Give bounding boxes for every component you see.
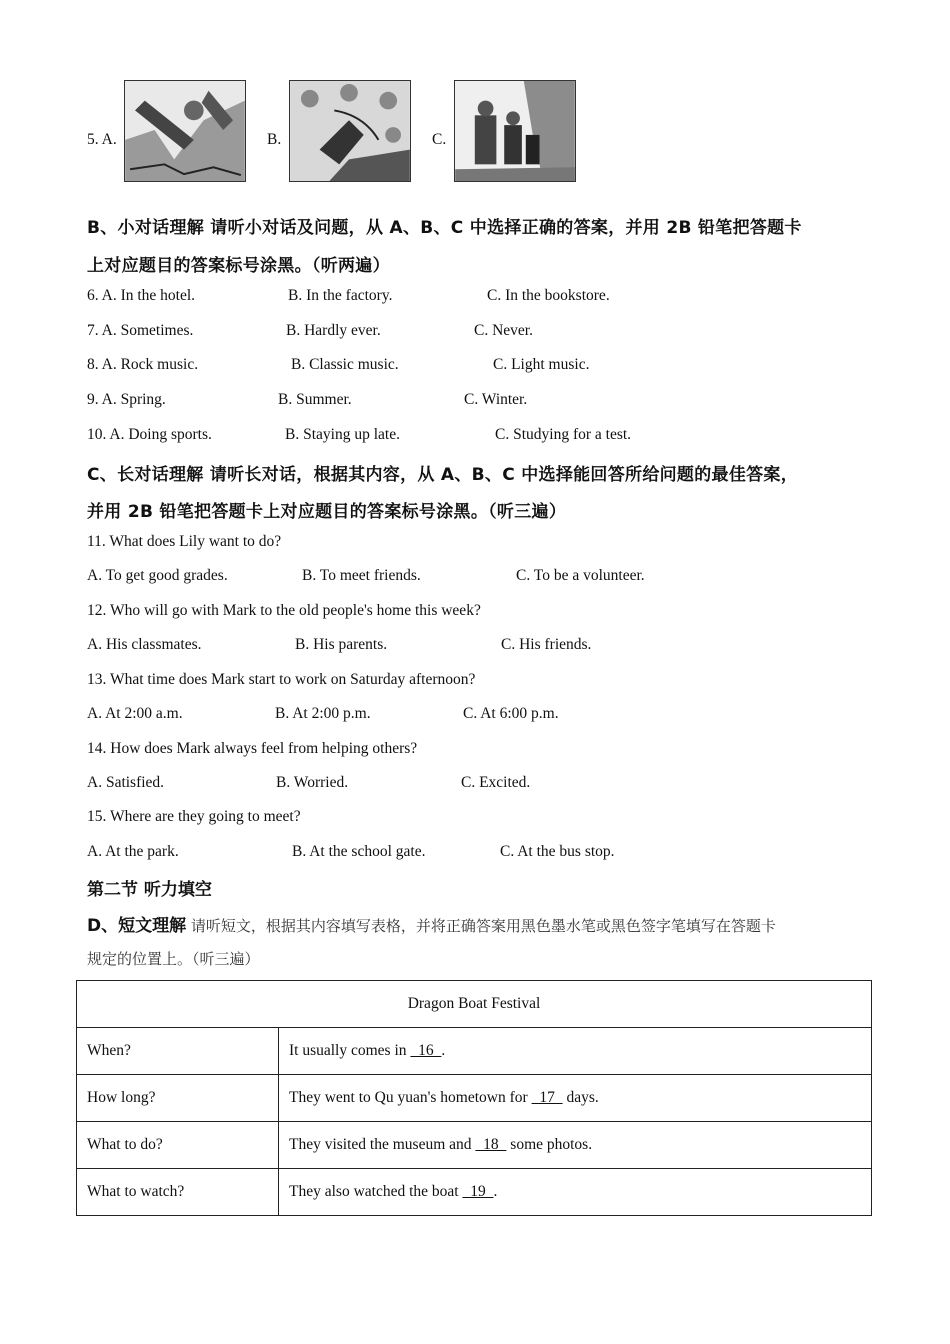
option-c: C. Never. [474, 322, 533, 339]
q5-number: 5. A. [87, 131, 117, 148]
question-15-text: 15. Where are they going to meet? [87, 808, 301, 825]
option-a: A. Satisfied. [87, 774, 165, 791]
row-answer [279, 1028, 872, 1075]
option-b: B. To meet friends. [302, 567, 421, 584]
option-a: 6. A. In the hotel. [87, 287, 196, 304]
part-d-instructions-line2: 规定的位置上。（听三遍） [87, 950, 260, 968]
table-title: Dragon Boat Festival [77, 981, 872, 1028]
section-2-title: 第二节 听力填空 [87, 880, 212, 900]
part-b-heading-line1: B、小对话理解 请听小对话及问题，从 A、B、C 中选择正确的答案，并用 2B 铅笔把答题卡 [87, 218, 802, 238]
answer-text: They went to Qu yuan's hometown for [289, 1089, 532, 1106]
answer-text: It usually comes in [289, 1042, 411, 1059]
table-row [77, 1122, 872, 1169]
option-b: B. At the school gate. [292, 843, 426, 860]
option-c: C. In the bookstore. [487, 287, 610, 304]
row-question: How long? [77, 1075, 279, 1122]
option-c: C. His friends. [501, 636, 592, 653]
table-title-row [77, 981, 872, 1028]
option-a: A. His classmates. [87, 636, 202, 653]
part-d-heading: D、短文理解 [87, 916, 187, 936]
answer-text-end: days. [562, 1089, 599, 1106]
part-b-heading-line2: 上对应题目的答案标号涂黑。（听两遍） [87, 256, 390, 276]
option-c: C. Winter. [464, 391, 528, 408]
option-c: C. At 6:00 p.m. [463, 705, 559, 722]
row-answer [279, 1075, 872, 1122]
answer-text: They visited the museum and [289, 1136, 476, 1153]
option-a: 7. A. Sometimes. [87, 322, 194, 339]
option-b: B. At 2:00 p.m. [275, 705, 371, 722]
option-b: B. Summer. [278, 391, 352, 408]
part-c-heading-line2: 并用 2B 铅笔把答题卡上对应题目的答案标号涂黑。（听三遍） [87, 502, 567, 522]
table-row [77, 1075, 872, 1122]
answer-blank-16: 16 [410, 1042, 442, 1059]
answer-text-end: . [493, 1183, 498, 1200]
option-c: C. At the bus stop. [500, 843, 615, 860]
part-c-heading-line1: C、长对话理解 请听长对话，根据其内容，从 A、B、C 中选择能回答所给问题的最佳答案， [87, 465, 799, 485]
option-c: C. To be a volunteer. [516, 567, 645, 584]
question-14-text: 14. How does Mark always feel from helping others? [87, 740, 418, 757]
answer-blank-19: 19 [462, 1183, 494, 1200]
option-a: A. At 2:00 a.m. [87, 705, 183, 722]
option-a: A. To get good grades. [87, 567, 228, 584]
option-c: C. Excited. [461, 774, 531, 791]
answer-text-end: . [441, 1042, 446, 1059]
answer-blank-17: 17 [531, 1089, 563, 1106]
option-b: B. Worried. [276, 774, 349, 791]
option-c: C. Light music. [493, 356, 590, 373]
picture-c-people-mountain-illustration [454, 80, 576, 182]
option-a: 8. A. Rock music. [87, 356, 199, 373]
row-question: When? [77, 1028, 279, 1075]
picture-b-archer-illustration [289, 80, 411, 182]
row-question: What to do? [77, 1122, 279, 1169]
picture-a-dragon-boat-illustration [124, 80, 246, 182]
table-row [77, 1028, 872, 1075]
answer-blank-18: 18 [475, 1136, 507, 1153]
option-b: B. Classic music. [291, 356, 399, 373]
question-12-text: 12. Who will go with Mark to the old people's home this week? [87, 602, 481, 619]
option-b: B. His parents. [295, 636, 388, 653]
row-answer [279, 1169, 872, 1216]
option-b: B. Staying up late. [285, 426, 400, 443]
option-a: 10. A. Doing sports. [87, 426, 212, 443]
part-d-instructions: 请听短文，根据其内容填写表格，并将正确答案用黑色墨水笔或黑色签字笔填写在答题卡 [186, 917, 776, 935]
option-a: A. At the park. [87, 843, 179, 860]
option-c: C. Studying for a test. [495, 426, 632, 443]
option-b: B. Hardly ever. [286, 322, 381, 339]
q5-label-c: C. [432, 131, 447, 148]
q5-label-b: B. [267, 131, 282, 148]
row-answer [279, 1122, 872, 1169]
option-b: B. In the factory. [288, 287, 393, 304]
part-d-instructions-line1 [87, 911, 776, 936]
row-question: What to watch? [77, 1169, 279, 1216]
answer-text: They also watched the boat [289, 1183, 463, 1200]
dragon-boat-festival-table [76, 980, 872, 1216]
answer-text-end: some photos. [506, 1136, 593, 1153]
question-11-text: 11. What does Lily want to do? [87, 533, 282, 550]
question-13-text: 13. What time does Mark start to work on Saturday afternoon? [87, 671, 476, 688]
option-a: 9. A. Spring. [87, 391, 166, 408]
table-row [77, 1169, 872, 1216]
